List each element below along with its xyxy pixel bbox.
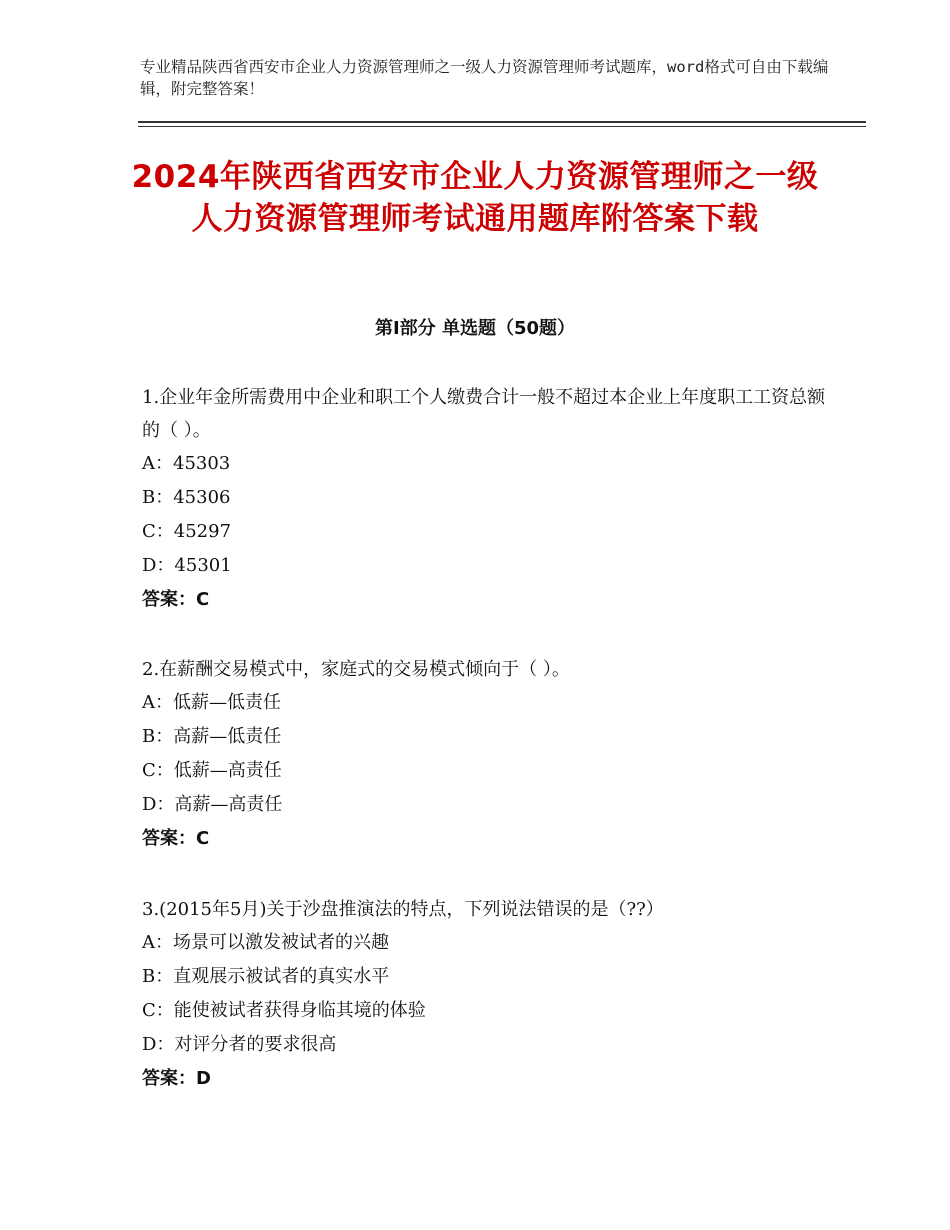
document-title: 2024年陕西省西安市企业人力资源管理师之一级人力资源管理师考试通用题库附答案下载 xyxy=(131,159,819,237)
header-note: 专业精品陕西省西安市企业人力资源管理师之一级人力资源管理师考试题库，word格式可自由下载编辑，附完整答案！ xyxy=(140,58,829,98)
option-b: B：45306 xyxy=(142,487,231,508)
option-a: A：45303 xyxy=(142,453,231,474)
option-c: C：能使被试者获得身临其境的体验 xyxy=(142,1000,426,1021)
question-2 xyxy=(142,653,842,856)
question-stem: 3.(2015年5月)关于沙盘推演法的特点，下列说法错误的是（??） xyxy=(142,899,664,920)
header-rule-thick xyxy=(138,121,866,123)
option-c: C：45297 xyxy=(142,521,232,542)
question-stem: 2.在薪酬交易模式中，家庭式的交易模式倾向于（ ）。 xyxy=(142,659,570,680)
option-c: C：低薪—高责任 xyxy=(142,760,282,781)
option-b: B：直观展示被试者的真实水平 xyxy=(142,966,390,987)
answer: 答案：C xyxy=(142,828,210,849)
option-b: B：高薪—低责任 xyxy=(142,726,282,747)
question-1 xyxy=(142,381,842,617)
header-rule-thin xyxy=(138,126,866,127)
option-d: D：45301 xyxy=(142,555,232,576)
answer: 答案：D xyxy=(142,1068,211,1089)
question-3 xyxy=(142,893,842,1096)
answer: 答案：C xyxy=(142,589,210,610)
section-title: 第Ⅰ部分 单选题（50题） xyxy=(374,318,575,339)
option-a: A：场景可以激发被试者的兴趣 xyxy=(142,932,389,953)
option-d: D：对评分者的要求很高 xyxy=(142,1034,337,1055)
option-a: A：低薪—低责任 xyxy=(142,692,281,713)
question-stem: 1.企业年金所需费用中企业和职工个人缴费合计一般不超过本企业上年度职工工资总额的（ ）。 xyxy=(142,387,826,441)
option-d: D：高薪—高责任 xyxy=(142,794,283,815)
